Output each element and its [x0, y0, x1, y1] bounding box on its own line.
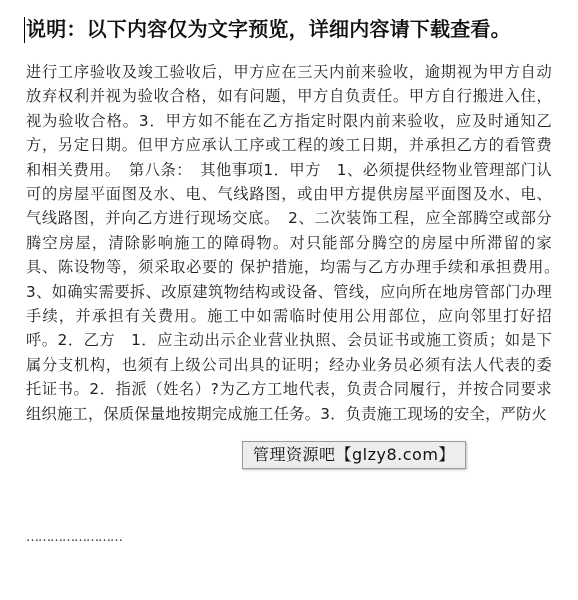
text-cursor	[24, 17, 25, 43]
truncation-ellipsis: ……………………	[26, 530, 122, 545]
document-body-text: 进行工序验收及竣工验收后，甲方应在三天内前来验收，逾期视为甲方自动放弃权利并视为验收合格，如有问题，甲方自负责任。甲方自行搬进入住，视为验收合格。3．甲方如不能在乙方指定时限内前来验收，应及时通知乙方，另定日期。但甲方应承认工序或工程的竣工日期，并承担乙方的看管费和相关费用。 第八条： 其他事项1．甲方 1、必须提供经物业管理部门认可的房屋平面图及水、电、气线路图，或由甲方提供房屋平面图及水、电、气线路图，并向乙方进行现场交底。 2、二次装饰工程，应全部腾空或部分腾空房屋，清除影响施工的障碍物。对只能部分腾空的房屋中所滞留的家具、陈设物等，须采取必要的 保护措施，均需与乙方办理手续和承担费用。 3、如确实需要拆、改原建筑物结构或设备、管线，应向所在地房管部门办理手续，并承担有关费用。施工中如需临时使用公用部位，应向邻里打好招呼。2．乙方 1．应主动出示企业营业执照、会员证书或施工资质；如是下属分支机构，也须有上级公司出具的证明；经办业务员必须有法人代表的委托证书。2．指派（姓名）?为乙方工地代表，负责合同履行，并按合同要求组织施工，保质保量地按期完成施工任务。3．负责施工现场的安全，严防火	[26, 63, 568, 423]
preview-notice: 说明：以下内容仅为文字预览，详细内容请下载查看。	[26, 17, 511, 41]
site-watermark: 管理资源吧【glzy8.com】	[242, 441, 466, 469]
